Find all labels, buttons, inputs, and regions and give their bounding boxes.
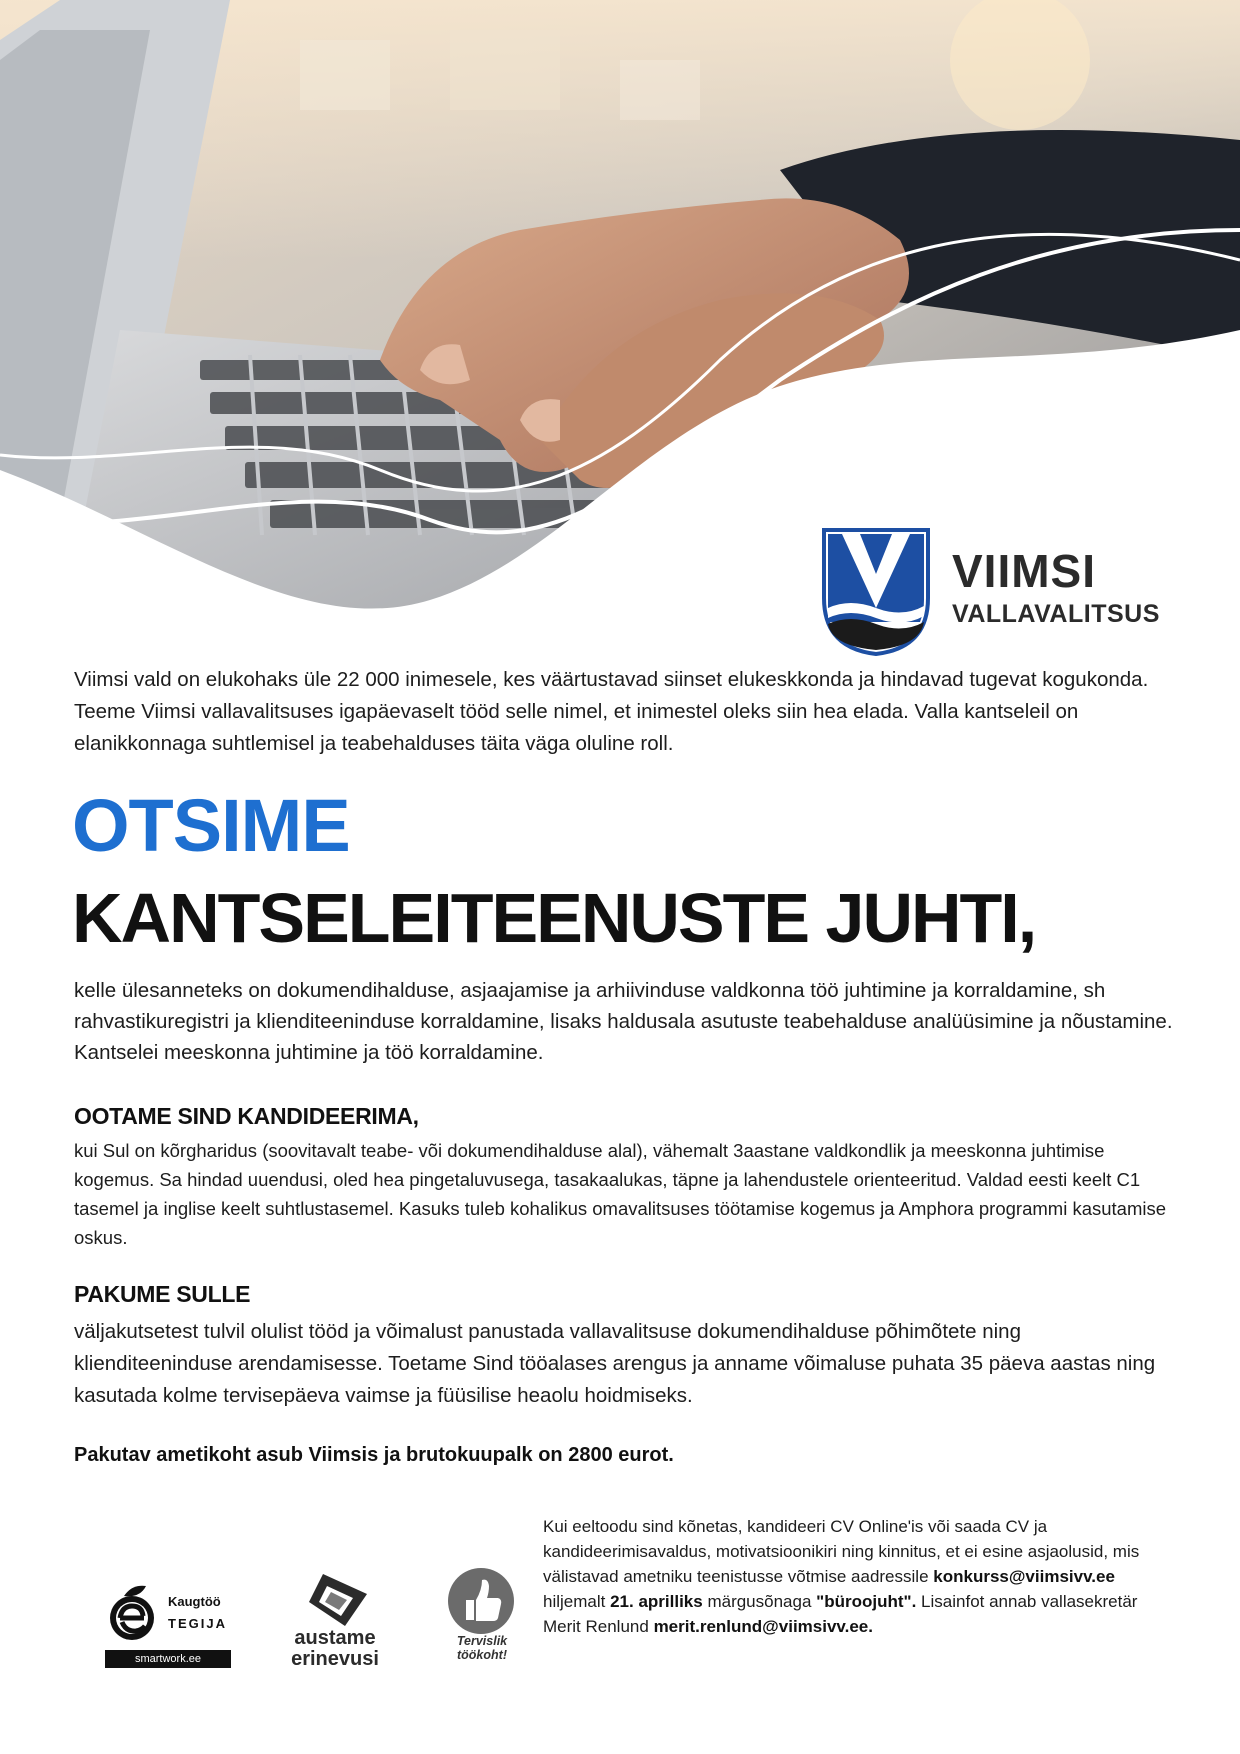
tegija-word: TEGIJA <box>168 1616 227 1631</box>
logo-line-1: VIIMSI <box>952 545 1097 597</box>
application-keyword: "büroojuht". <box>816 1592 917 1611</box>
viimsi-logo <box>820 528 1160 658</box>
keyword-prefix: märgusõnaga <box>707 1592 812 1611</box>
intro-paragraph: Viimsi vald on elukohaks üle 22 000 inimesele, kes väärtustavad siinset elukeskkonda ja hindavad tugevat kogukonda. Teeme Viimsi vallavalitsuses igapäevaselt tööd selle nimel, et inimestel oleks siin hea elada. Valla kantseleil on elanikkonnaga suhtlemisel ja teabehalduses täita väga oluline roll. <box>74 668 1149 755</box>
contact-paragraph <box>543 1514 1153 1639</box>
contact-intro: Kui eeltoodu sind kõnetas, kandideeri CV Online'is või saada CV ja kandideerimisavaldus, motivatsioonikiri ning kinnitus, et ei esine asjaolusid, mis välistavad ametniku teenistusse võtmise aadressile <box>543 1517 1140 1586</box>
smartwork-url: smartwork.ee <box>105 1650 231 1668</box>
logo-line-2: VALLAVALITSUS <box>952 600 1160 628</box>
kaugtoo-word: Kaugtöö <box>168 1594 221 1609</box>
contact-info: Lisainfot annab vallasekretär Merit Renlund <box>543 1592 1138 1636</box>
tervislik-line-2: töökoht! <box>457 1648 507 1662</box>
e-leaf-icon <box>102 1582 166 1646</box>
austame-line-1: austame <box>294 1627 376 1649</box>
section-candidate-text: kui Sul on kõrgharidus (soovitavalt teabe- või dokumendihalduse alal), vähemalt 3aastane valdkondlik ja meeskonna juhtimise kogemus. Sa hindad uuendusi, oled hea pingetaluvusega, tasakaalukas, täpne ja lahendustele orienteeritud. Valdad eesti keelt C1 tasemel ja inglise keelt suhtlustasemel. Kasuks tuleb kohalikus omavalitsuses töötamise kogemus ja Amphora programmi kasutamise oskus. <box>74 1140 1167 1248</box>
contact-email-link[interactable]: konkurss@viimsivv.ee <box>933 1567 1115 1586</box>
section-offer-text: väljakutsetest tulvil olulist tööd ja võimalust panustada vallavalitsuse dokumendihalduse põhimõtete ning klienditeeninduse arendamisesse. Toetame Sind tööalases arengus ja anname võimaluse puhata 35 päeva aastas ning kasutada kolme tervisepäeva vaimse ja füüsilise heaolu hoidmiseks. <box>74 1320 1156 1407</box>
job-description: kelle ülesanneteks on dokumendihalduse, asjaajamise ja arhiivinduse valdkonna töö juhtimine ja korraldamine, sh rahvastikuregistri ja klienditeeninduse korraldamine, lisaks haldusala asutuste teabehalduse analüüsimine ja nõustamine. Kantselei meeskonna juhtimine ja töö korraldamine. <box>74 979 1173 1064</box>
austame-line-2: erinevusi <box>291 1648 379 1670</box>
diamond-mark-icon <box>305 1572 369 1628</box>
coat-of-arms-icon <box>820 528 932 656</box>
section-offer-heading: PAKUME SULLE <box>74 1281 251 1307</box>
deadline-date: 21. aprilliks <box>610 1592 703 1611</box>
deadline-prefix: hiljemalt <box>543 1592 606 1611</box>
headline-job-title: KANTSELEITEENUSTE JUHTI, <box>72 879 1036 957</box>
thumbs-up-icon <box>446 1566 516 1636</box>
info-email-link[interactable]: merit.renlund@viimsivv.ee. <box>653 1617 873 1636</box>
section-candidate-heading: OOTAME SIND KANDIDEERIMA, <box>74 1103 419 1129</box>
headline-otsime: OTSIME <box>72 784 350 867</box>
salary-statement: Pakutav ametikoht asub Viimsis ja brutokuupalk on 2800 eurot. <box>74 1444 674 1466</box>
tervislik-line-1: Tervislik <box>456 1634 508 1648</box>
